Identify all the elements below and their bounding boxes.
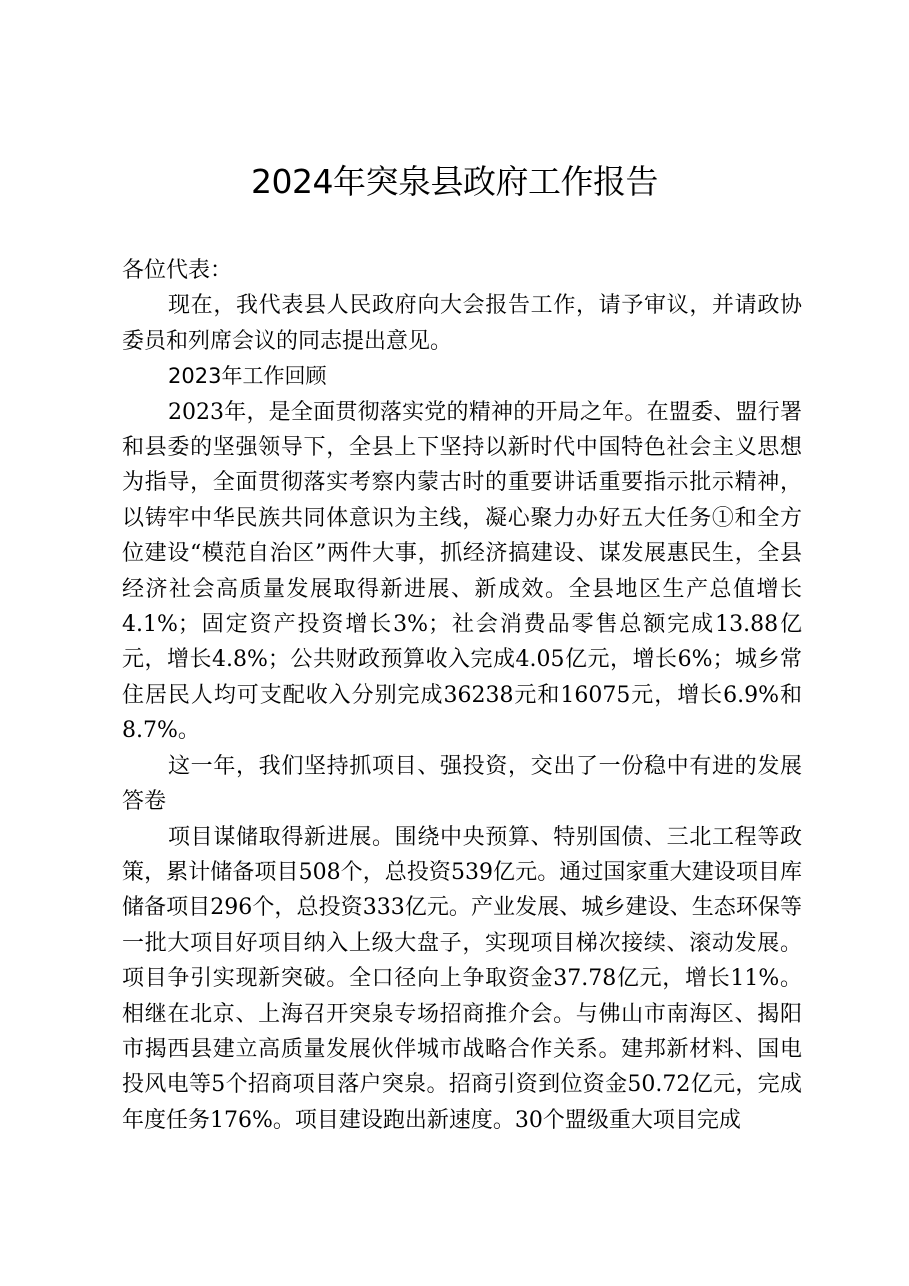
paragraph-overview: 2023年，是全面贯彻落实党的精神的开局之年。在盟委、盟行署和县委的坚强领导下，全县上下坚持以新时代中国特色社会主义思想为指导，全面贯彻落实考察内蒙古时的重要讲话重要指示批示精神，以铸牢中华民族共同体意识为主线，凝心聚力办好五大任务①和全方位建设“模范自治区”两件大事，抓经济搞建设、谋发展惠民生，全县经济社会高质量发展取得新进展、新成效。全县地区生产总值增长4.1%；固定资产投资增长3%；社会消费品零售总额完成13.88亿元，增长4.8%；公共财政预算收入完成4.05亿元，增长6%；城乡常住居民人均可支配收入分别完成36238元和16075元，增长6.9%和8.7%。	[122, 399, 802, 744]
document-body	[122, 253, 802, 1138]
salutation: 各位代表：	[122, 258, 233, 283]
paragraph-intro: 现在，我代表县人民政府向大会报告工作，请予审议，并请政协委员和列席会议的同志提出意见。	[122, 293, 802, 354]
section-heading: 2023年工作回顾	[168, 364, 327, 389]
paragraph-summary: 这一年，我们坚持抓项目、强投资，交出了一份稳中有进的发展答卷	[122, 753, 802, 815]
page-title: 2024年突泉县政府工作报告	[251, 162, 658, 201]
paragraph-projects: 项目谋储取得新进展。围绕中央预算、特别国债、三北工程等政策，累计储备项目508个，总投资539亿元。通过国家重大建设项目库储备项目296个，总投资333亿元。产业发展、城乡建设、生态环保等一批大项目好项目纳入上级大盘子，实现项目梯次接续、滚动发展。项目争引实现新突破。全口径向上争取资金37.78亿元，增长11%。相继在北京、上海召开突泉专场招商推介会。与佛山市南海区、揭阳市揭西县建立高质量发展伙伴城市战略合作关系。建邦新材料、国电投风电等5个招商项目落户突泉。招商引资到位资金50.72亿元，完成年度任务176%。项目建设跑出新速度。30个盟级重大项目完成	[122, 824, 802, 1133]
